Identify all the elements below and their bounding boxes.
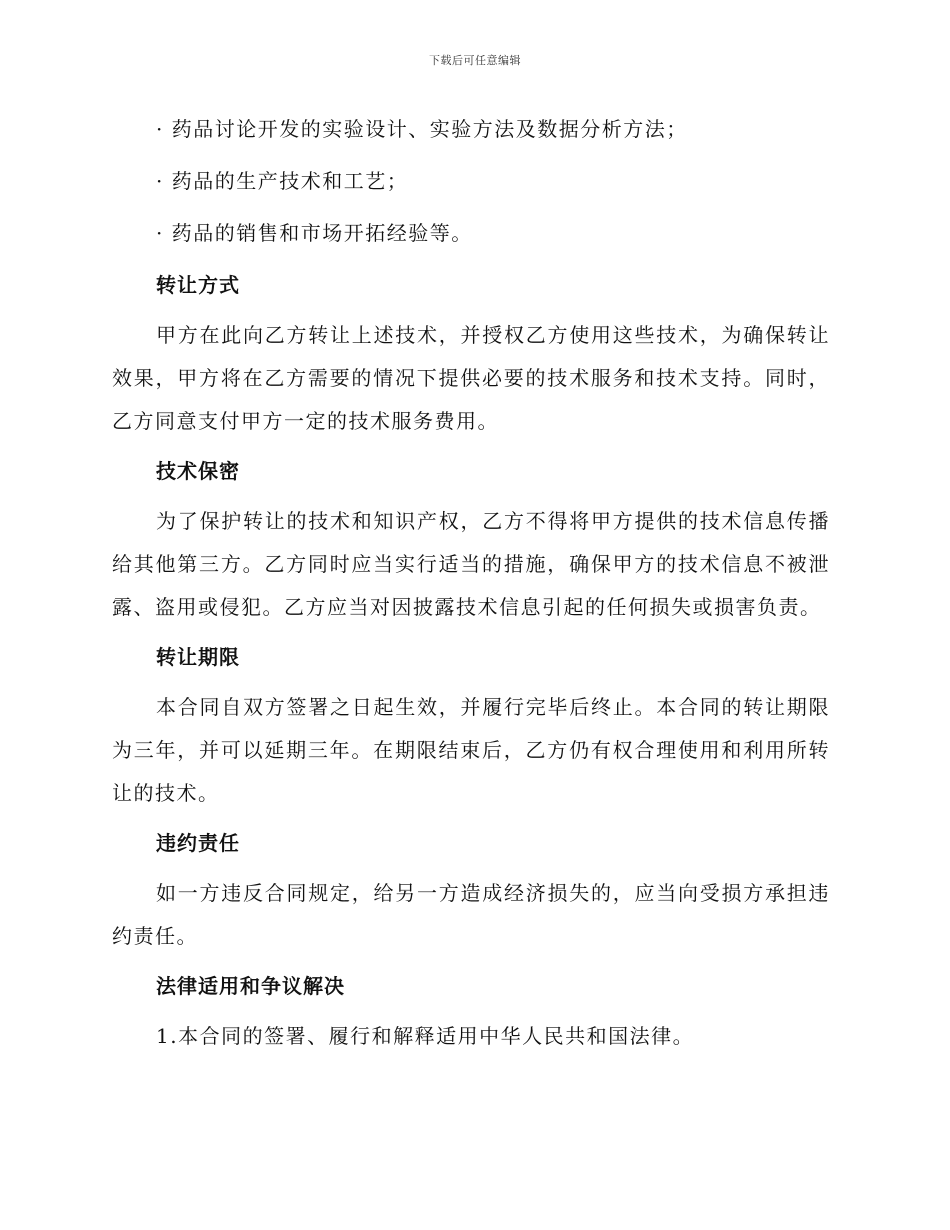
page-header: 下载后可任意编辑 bbox=[429, 54, 521, 67]
section-body-transfer-term: 本合同自双方签署之日起生效，并履行完毕后终止。本合同的转让期限为三年，并可以延期三年。在期限结束后，乙方仍有权合理使用和利用所转让的技术。 bbox=[112, 695, 830, 805]
section-body-breach-liability: 如一方违反合同规定，给另一方造成经济损失的，应当向受损方承担违约责任。 bbox=[112, 881, 830, 948]
section-body-confidentiality: 为了保护转让的技术和知识产权，乙方不得将甲方提供的技术信息传播给其他第三方。乙方同时应当实行适当的措施，确保甲方的技术信息不被泄露、盗用或侵犯。乙方应当对因披露技术信息引起的任何损失或损害负责。 bbox=[112, 509, 830, 619]
document-content bbox=[112, 108, 830, 1065]
section-heading-transfer-term: 转让期限 bbox=[156, 645, 240, 669]
section-heading-transfer-method: 转让方式 bbox=[156, 273, 240, 297]
bullet-item: · 药品讨论开发的实验设计、实验方法及数据分析方法； bbox=[156, 117, 688, 141]
section-body-transfer-method: 甲方在此向乙方转让上述技术，并授权乙方使用这些技术，为确保转让效果，甲方将在乙方需要的情况下提供必要的技术服务和技术支持。同时，乙方同意支付甲方一定的技术服务费用。 bbox=[112, 323, 830, 433]
bullet-item: · 药品的生产技术和工艺； bbox=[156, 169, 409, 193]
bullet-item: · 药品的销售和市场开拓经验等。 bbox=[156, 221, 473, 245]
section-heading-governing-law: 法律适用和争议解决 bbox=[156, 974, 345, 998]
section-heading-confidentiality: 技术保密 bbox=[156, 459, 240, 483]
section-heading-breach-liability: 违约责任 bbox=[156, 831, 240, 855]
section-body-governing-law: 1.本合同的签署、履行和解释适用中华人民共和国法律。 bbox=[156, 1024, 695, 1048]
